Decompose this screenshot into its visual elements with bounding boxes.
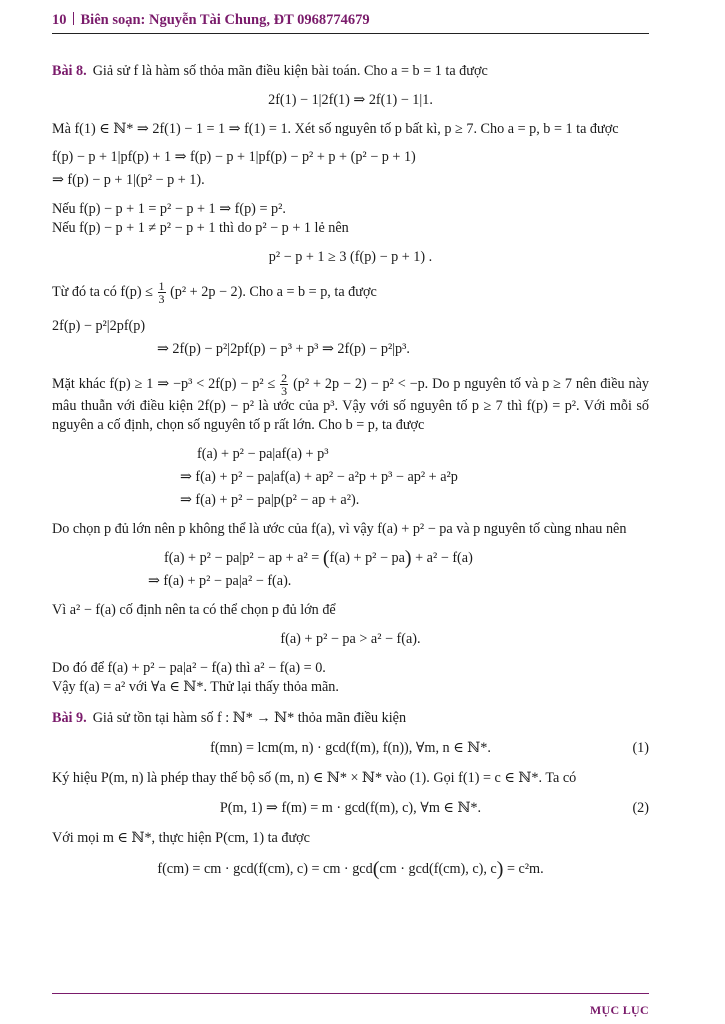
bai8-eq3: p² − p + 1 ≥ 3 (f(p) − p + 1) . <box>268 249 433 265</box>
bai9-intro: Bài 9. Giả sử tồn tại hàm số f : ℕ* → ℕ* thỏa mãn điều kiện <box>52 710 407 726</box>
bai8-p2: Mà f(1) ∈ ℕ* ⇒ 2f(1) − 1 = 1 ⇒ f(1) = 1. Xét số nguyên tố p bất kì, p ≥ 7. Cho a = p, b = 1 ta được <box>52 121 619 137</box>
page-content <box>52 62 649 879</box>
bai8-eq2a: f(p) − p + 1|pf(p) + 1 ⇒ f(p) − p + 1|pf(p) − p² + p + (p² − p + 1) <box>52 149 416 165</box>
bai8-eq7: f(a) + p² − pa > a² − f(a). <box>280 631 421 647</box>
bai8-p4: Từ đó ta có f(p) ≤ $\frac{1}{3}$ (p² + 2p − 2). Cho a = b = p, ta được <box>52 279 377 306</box>
bai8-eq6b: ⇒ f(a) + p² − pa|a² − f(a). <box>148 573 292 589</box>
equation-number-2: (2) <box>632 800 649 816</box>
fraction-one-third: $\frac{1}{3}$ <box>158 279 165 306</box>
fraction-two-thirds: $\frac{2}{3}$ <box>281 371 288 398</box>
bai8-eq4b: ⇒ 2f(p) − p²|2pf(p) − p³ + p³ ⇒ 2f(p) − p²|p³. <box>157 341 410 357</box>
header-rule <box>52 33 649 34</box>
bai8-eq1: 2f(1) − 1|2f(1) ⇒ 2f(1) − 1|1. <box>268 92 433 108</box>
equation-number-1: (1) <box>632 740 649 756</box>
bai9-eq3: f(cm) = cm · gcd(f(cm), c) = cm · gcd(cm · gcd(f(cm), c), c) = c²m. <box>157 858 544 880</box>
bai9-label: Bài 9. <box>52 710 87 726</box>
bai8-eq5a: f(a) + p² − pa|af(a) + p³ <box>197 446 329 462</box>
bai8-p7: Vì a² − f(a) cố định nên ta có thể chọn p đủ lớn để <box>52 602 336 618</box>
table-of-contents-link[interactable]: MỤC LỤC <box>589 1003 649 1017</box>
bai9-p2: Ký hiệu P(m, n) là phép thay thế bộ số (m, n) ∈ ℕ* × ℕ* vào (1). Gọi f(1) = c ∈ ℕ*. Ta có <box>52 770 577 786</box>
bai8-eq5c: ⇒ f(a) + p² − pa|p(p² − ap + a²). <box>180 492 360 508</box>
bai8-eq4a: 2f(p) − p²|2pf(p) <box>52 318 146 334</box>
bai8-eq6a: f(a) + p² − pa|p² − ap + a² = (f(a) + p² − pa) + a² − f(a) <box>164 547 473 569</box>
bai8-p6: Do chọn p đủ lớn nên p không thể là ước của f(a), vì vậy f(a) + p² − pa và p nguyên tố cùng nhau nên <box>52 521 627 537</box>
bai8-p8b: Vậy f(a) = a² với ∀a ∈ ℕ*. Thử lại thấy thỏa mãn. <box>52 679 339 695</box>
bai9-eq1: f(mn) = lcm(m, n) · gcd(f(m), f(n)), ∀m, n ∈ ℕ*. (1) <box>210 740 649 756</box>
bai8-p5: Mặt khác f(p) ≥ 1 ⇒ −p³ < 2f(p) − p² ≤ $\frac{2}{3}$ (p² + 2p − 2) − p² < −p. Do p nguyên tố và p ≥ 7 nên điều này mâu thuẫn với điều kiện 2f(p) − p² là ước của p³. Vậy với số nguyên tố p ≥ 7 thì f(p) = p². Với mỗi số nguyên a cố định, chọn số nguyên tố p rất lớn. Cho b = p, ta được <box>52 371 649 433</box>
bai9-eq2: P(m, 1) ⇒ f(m) = m · gcd(f(m), c), ∀m ∈ ℕ*. (2) <box>219 800 649 816</box>
bai8-eq5b: ⇒ f(a) + p² − pa|af(a) + ap² − a²p + p³ − ap² + a²p <box>180 469 458 485</box>
page-number: 10 <box>52 12 67 28</box>
header-separator <box>73 12 74 25</box>
bai8-p3a: Nếu f(p) − p + 1 = p² − p + 1 ⇒ f(p) = p². <box>52 201 286 217</box>
footer-rule <box>52 993 649 994</box>
header-author: Biên soạn: Nguyễn Tài Chung, ĐT 0968774679 <box>80 12 370 28</box>
bai8-p8a: Do đó để f(a) + p² − pa|a² − f(a) thì a² − f(a) = 0. <box>52 660 326 676</box>
bai8-label: Bài 8. <box>52 63 87 79</box>
bai8-p3b: Nếu f(p) − p + 1 ≠ p² − p + 1 thì do p² − p + 1 lẻ nên <box>52 220 349 236</box>
bai8-intro: Bài 8. Giả sử f là hàm số thỏa mãn điều kiện bài toán. Cho a = b = 1 ta được <box>52 63 488 79</box>
bai8-eq2b: ⇒ f(p) − p + 1|(p² − p + 1). <box>52 172 205 188</box>
bai9-p3: Với mọi m ∈ ℕ*, thực hiện P(cm, 1) ta được <box>52 830 310 846</box>
page-header <box>52 12 649 29</box>
